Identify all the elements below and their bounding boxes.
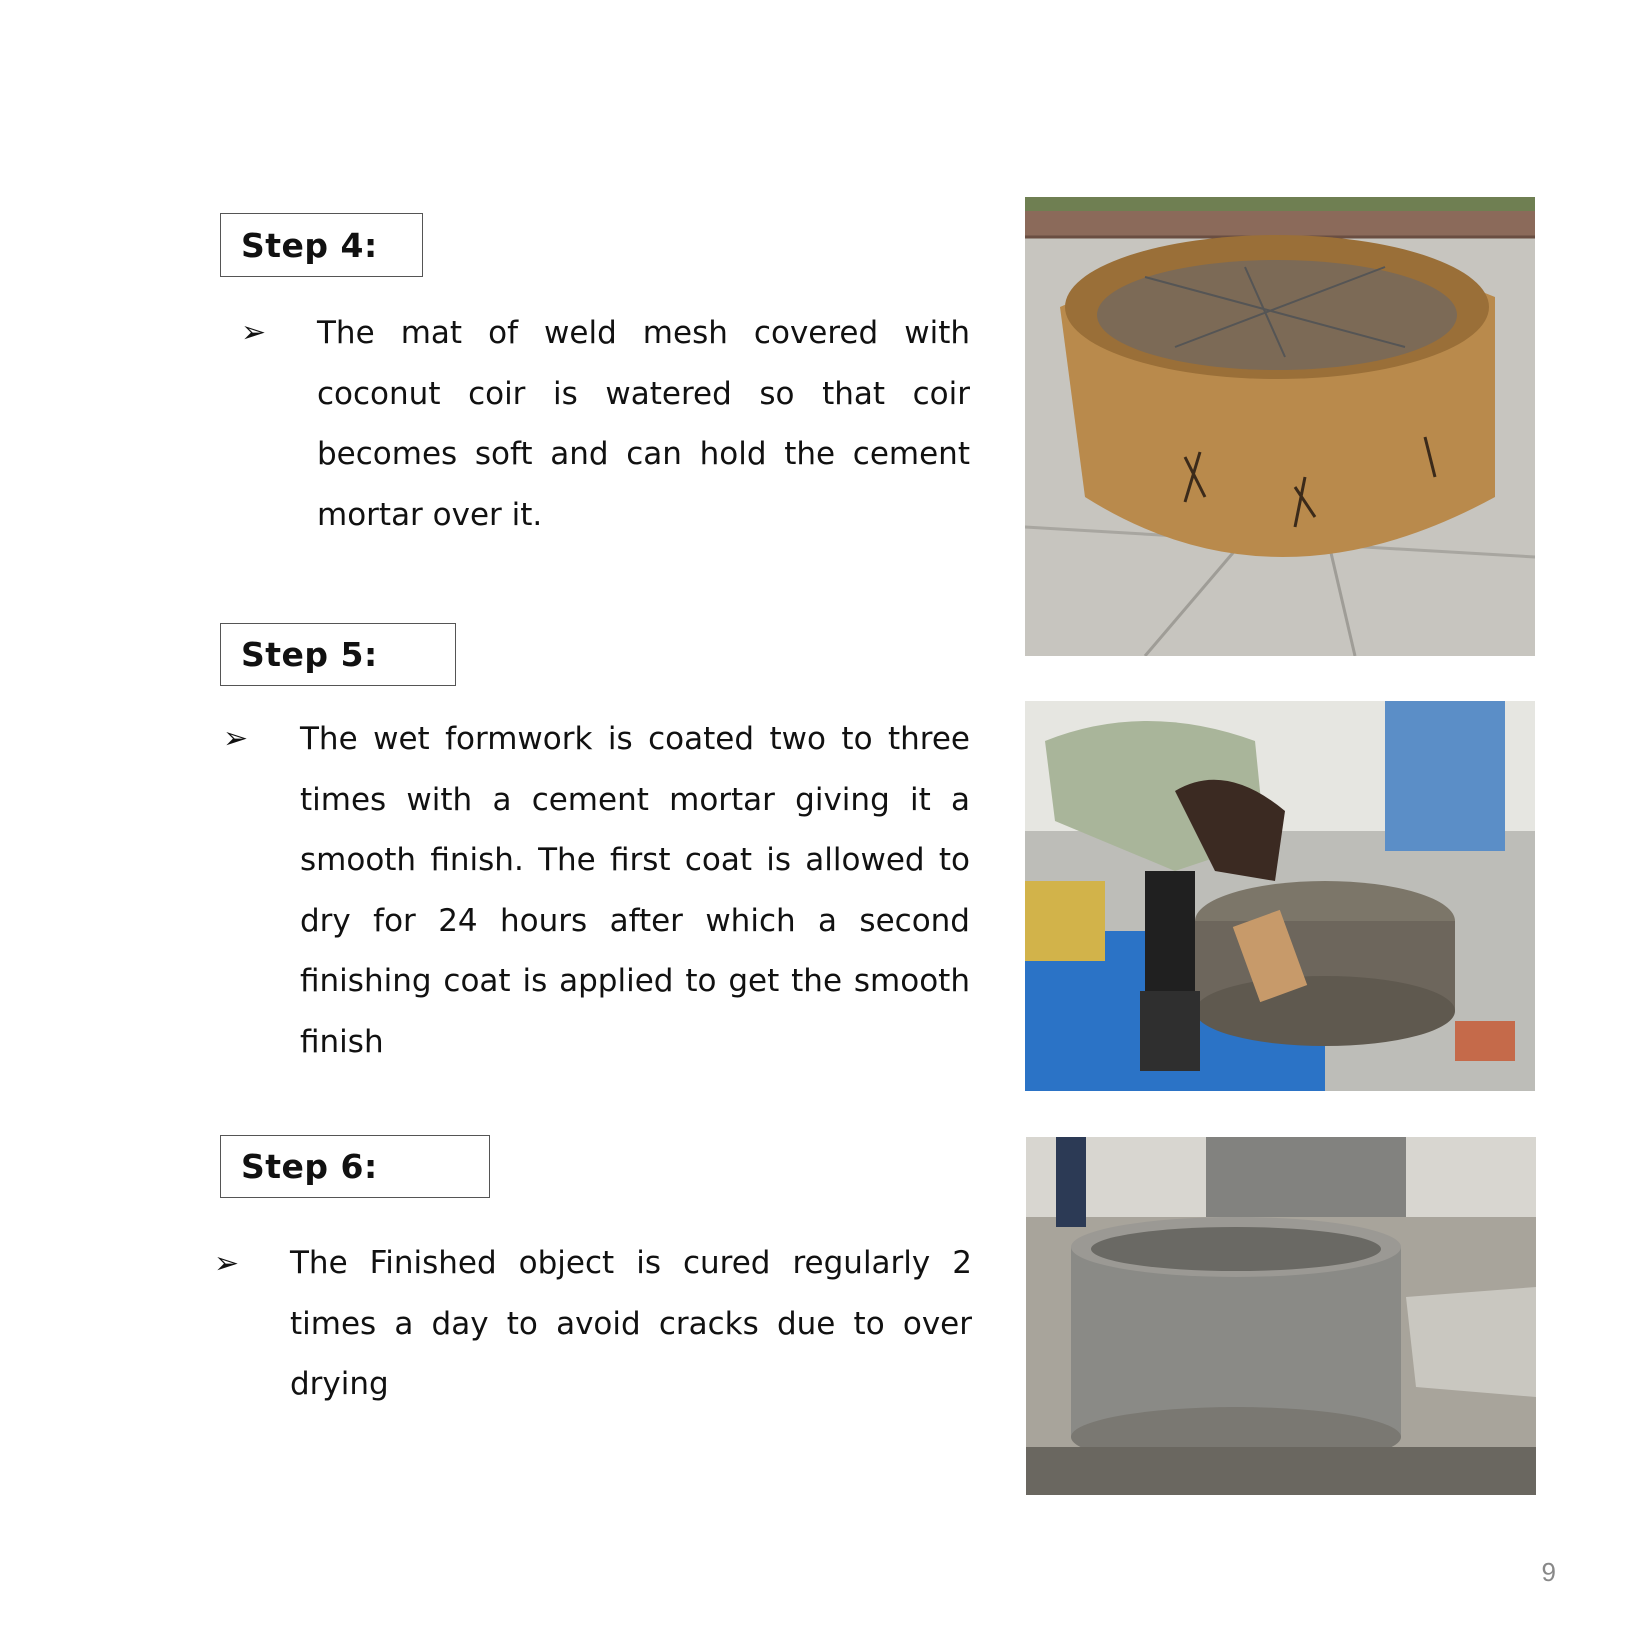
step-5-text: The wet formwork is coated two to three times with a cement mortar giving it a smooth finish. The first coat is allowed to dry for 24 hours after which a second finishing coat is applied to get the smooth finish <box>300 721 970 1060</box>
step-6-bullet-icon: ➢ <box>214 1246 240 1281</box>
coir-covered-mesh-photo <box>1025 197 1535 656</box>
step-4-bullet-icon: ➢ <box>241 315 267 350</box>
step-6-heading-box <box>220 1135 490 1198</box>
finished-cement-ring-photo <box>1026 1137 1536 1495</box>
step-4-text: The mat of weld mesh covered with coconut coir is watered so that coir becomes soft and can hold the cement mortar over it. <box>317 315 970 533</box>
step-5-title: Step 5: <box>241 635 378 674</box>
step-6-text: The Finished object is cured regularly 2 times a day to avoid cracks due to over drying <box>290 1245 972 1402</box>
step-5-heading-box <box>220 623 456 686</box>
step-4-heading-box <box>220 213 423 277</box>
step-4-title: Step 4: <box>241 225 378 265</box>
cement-coating-photo <box>1025 701 1535 1091</box>
page-number: 9 <box>1541 1557 1556 1587</box>
step-5-bullet-icon: ➢ <box>223 721 249 756</box>
step-6-title: Step 6: <box>241 1147 378 1186</box>
